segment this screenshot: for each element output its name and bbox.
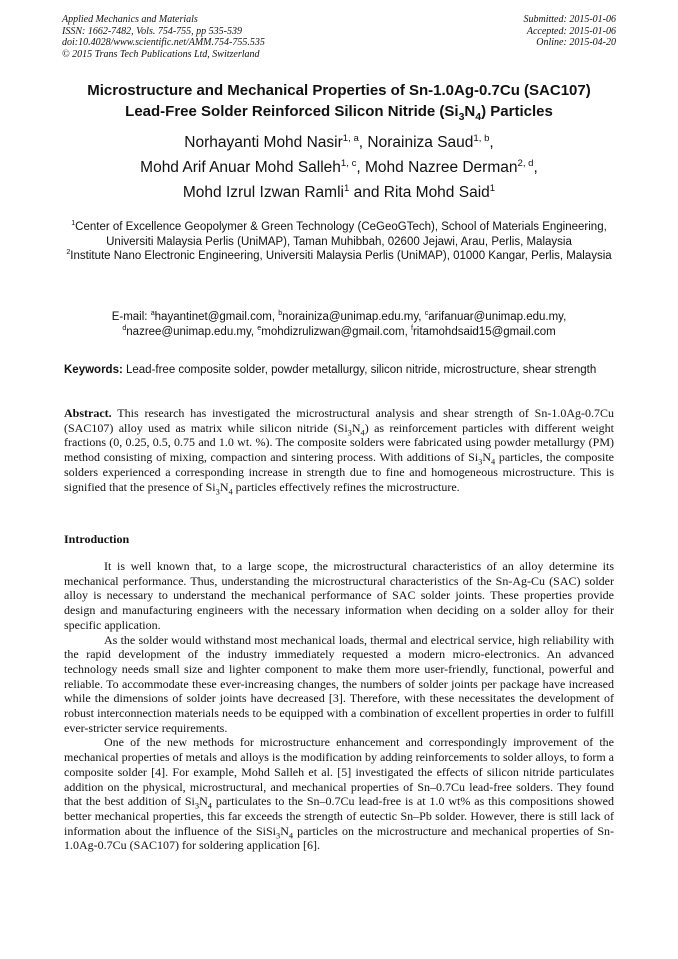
online-date: Online: 2015-04-20 bbox=[536, 37, 616, 48]
author: Mohd Nazree Derman bbox=[365, 159, 518, 176]
author: Norainiza Saud bbox=[367, 134, 474, 151]
paragraph: It is well known that, to a large scope, the microstructural characteristics of an alloy determine its mechanical performance. Thus, understanding the microstructural characteristics of the Sn-Ag-Cu (SAC) solder alloy is necessary to understand the mechanical performance of SAC solder joints. These properties provide design and manufacturing engineers with the necessary information when deciding on a solder alloy for their specific application. bbox=[64, 559, 614, 632]
email-link[interactable]: norainiza@unimap.edu.my bbox=[282, 311, 419, 323]
author-line: Mohd Izrul Izwan Ramli$^1$ and Rita Mohd Said$^1$ bbox=[182, 182, 496, 201]
journal-name: Applied Mechanics and Materials bbox=[62, 14, 198, 25]
email-link[interactable]: nazree@unimap.edu.my bbox=[126, 325, 251, 338]
page-header bbox=[62, 14, 616, 60]
doi: doi:10.4028/www.scientific.net/AMM.754-755.535 bbox=[62, 37, 265, 48]
author: Norhayanti Mohd Nasir bbox=[184, 134, 343, 151]
journal-info bbox=[62, 14, 265, 60]
author-line: Mohd Arif Anuar Mohd Salleh$^{1, c}$, Mohd Nazree Derman$^{2, d}$, bbox=[140, 157, 538, 176]
keywords bbox=[64, 363, 614, 378]
email-list: E-mail: $^a$hayantinet@gmail.com, $^b$norainiza@unimap.edu.my, $^c$arifanuar@unimap.edu.my, $^d$nazree@unimap.edu.my, $^e$mohdizrulizwan@gmail.com, $^f$ritamohdsaid15@gmail.com bbox=[111, 309, 567, 338]
abstract: Abstract. This research has investigated the microstructural analysis and shear strength of Sn-1.0Ag-0.7Cu (SAC107) alloy used as matrix while silicon nitride $(Si_3N_4)$ as reinforcement particles with different weight fractions (0, 0.25, 0.5, 0.75 and 1.0 wt. %). The composite solders were fabricated using powder metallurgy (PM) method consisting of mixing, compaction and sintering process. With additions of $Si_3N_4$ particles, the composite solders experienced a corresponding increase in strength due to fine and homogeneous microstructure. This is signified that the presence of $Si_3N_4$ particles effectively refines the microstructure. bbox=[64, 406, 614, 496]
email-link[interactable]: hayantinet@gmail.com bbox=[154, 311, 272, 323]
paragraph: One of the new methods for microstructure enhancement and correspondingly improvement of the mechanical properties of metals and alloys is the modification by adding reinforcements to solder alloys, to form a composite solder [4]. For example, Mohd Salleh et al. [5] investigated the effects of silicon nitride particulates addition on the physical, microstructural, and mechanical properties of Sn–0.7Cu lead-free solders. They found that the best addition of $Si_3N_4$ particulates to the Sn–0.7Cu lead-free is at 1.0 wt% as this compositions showed better mechanical properties, this far exceeds the strength of eutectic Sn–Pb solder. However, there is still lack of information about the influence of the $SiSi_3N_4$ particles on the microstructure and mechanical properties of Sn-1.0Ag-0.7Cu (SAC107) for soldering application [6]. bbox=[64, 735, 615, 853]
copyright: © 2015 Trans Tech Publications Ltd, Switzerland bbox=[62, 48, 260, 60]
section-heading: Introduction bbox=[64, 532, 130, 546]
affiliation-1: $^1$Center of Excellence Geopolymer & Green Technology (CeGeoGTech), School of Materials Engineering, Universiti Malaysia Perlis (UniMAP), Taman Muhibbah, 02600 Jejawi, Arau, Perlis, Malaysia bbox=[71, 219, 607, 248]
author-line: Norhayanti Mohd Nasir$^{1, a}$, Norainiza Saud$^{1, b}$, bbox=[184, 132, 494, 151]
introduction-body bbox=[64, 559, 614, 853]
title-line-1: Microstructure and Mechanical Properties of Sn-1.0Ag-0.7Cu (SAC107) bbox=[87, 82, 591, 99]
paper-title bbox=[40, 80, 638, 122]
email-label: E-mail: bbox=[111, 311, 151, 323]
author: Rita Mohd Said bbox=[383, 184, 490, 201]
email-link[interactable]: ritamohdsaid15@gmail.com bbox=[412, 325, 556, 338]
author: Mohd Arif Anuar Mohd Salleh bbox=[140, 159, 341, 176]
keywords-text: Lead-free composite solder, powder metallurgy, silicon nitride, microstructure, shear strength bbox=[122, 364, 597, 376]
abstract-label: Abstract. bbox=[64, 406, 112, 420]
affiliations bbox=[66, 220, 612, 264]
author-list bbox=[40, 130, 638, 205]
submitted-date: Submitted: 2015-01-06 bbox=[523, 14, 616, 25]
dates-info bbox=[524, 14, 617, 49]
issn: ISSN: 1662-7482, Vols. 754-755, pp 535-539 bbox=[62, 25, 242, 37]
accepted-date: Accepted: 2015-01-06 bbox=[526, 25, 616, 37]
paragraph: As the solder would withstand most mechanical loads, thermal and electrical service, high reliability with the rapid development of the industry immediately requested a modern micro-electronics. An advanced technology needs small size and lighter component to make them more user-friendly, functional, powerful and reliable. To accommodate these ever-increasing changes, the numbers of solder joints per package have increased while the dimensions of solder joints have decreased [3]. Therefore, with these necessitates the development of robust interconnection materials needs to be equipped with a combination of excellent properties in order to fulfill ever-stricter service requirements. bbox=[64, 632, 614, 735]
email-link[interactable]: arifanuar@unimap.edu.my bbox=[428, 311, 564, 323]
keywords-label: Keywords: bbox=[64, 364, 123, 376]
author: Mohd Izrul Izwan Ramli bbox=[182, 184, 344, 201]
affiliation-2: $^2$Institute Nano Electronic Engineering, Universiti Malaysia Perlis (UniMAP), 01000 Kangar, Perlis, Malaysia bbox=[66, 248, 612, 262]
title-line-2: Lead-Free Solder Reinforced Silicon Nitride $(Si_3N_4)$ Particles bbox=[125, 103, 553, 123]
email-link[interactable]: mohdizrulizwan@gmail.com bbox=[261, 325, 405, 338]
